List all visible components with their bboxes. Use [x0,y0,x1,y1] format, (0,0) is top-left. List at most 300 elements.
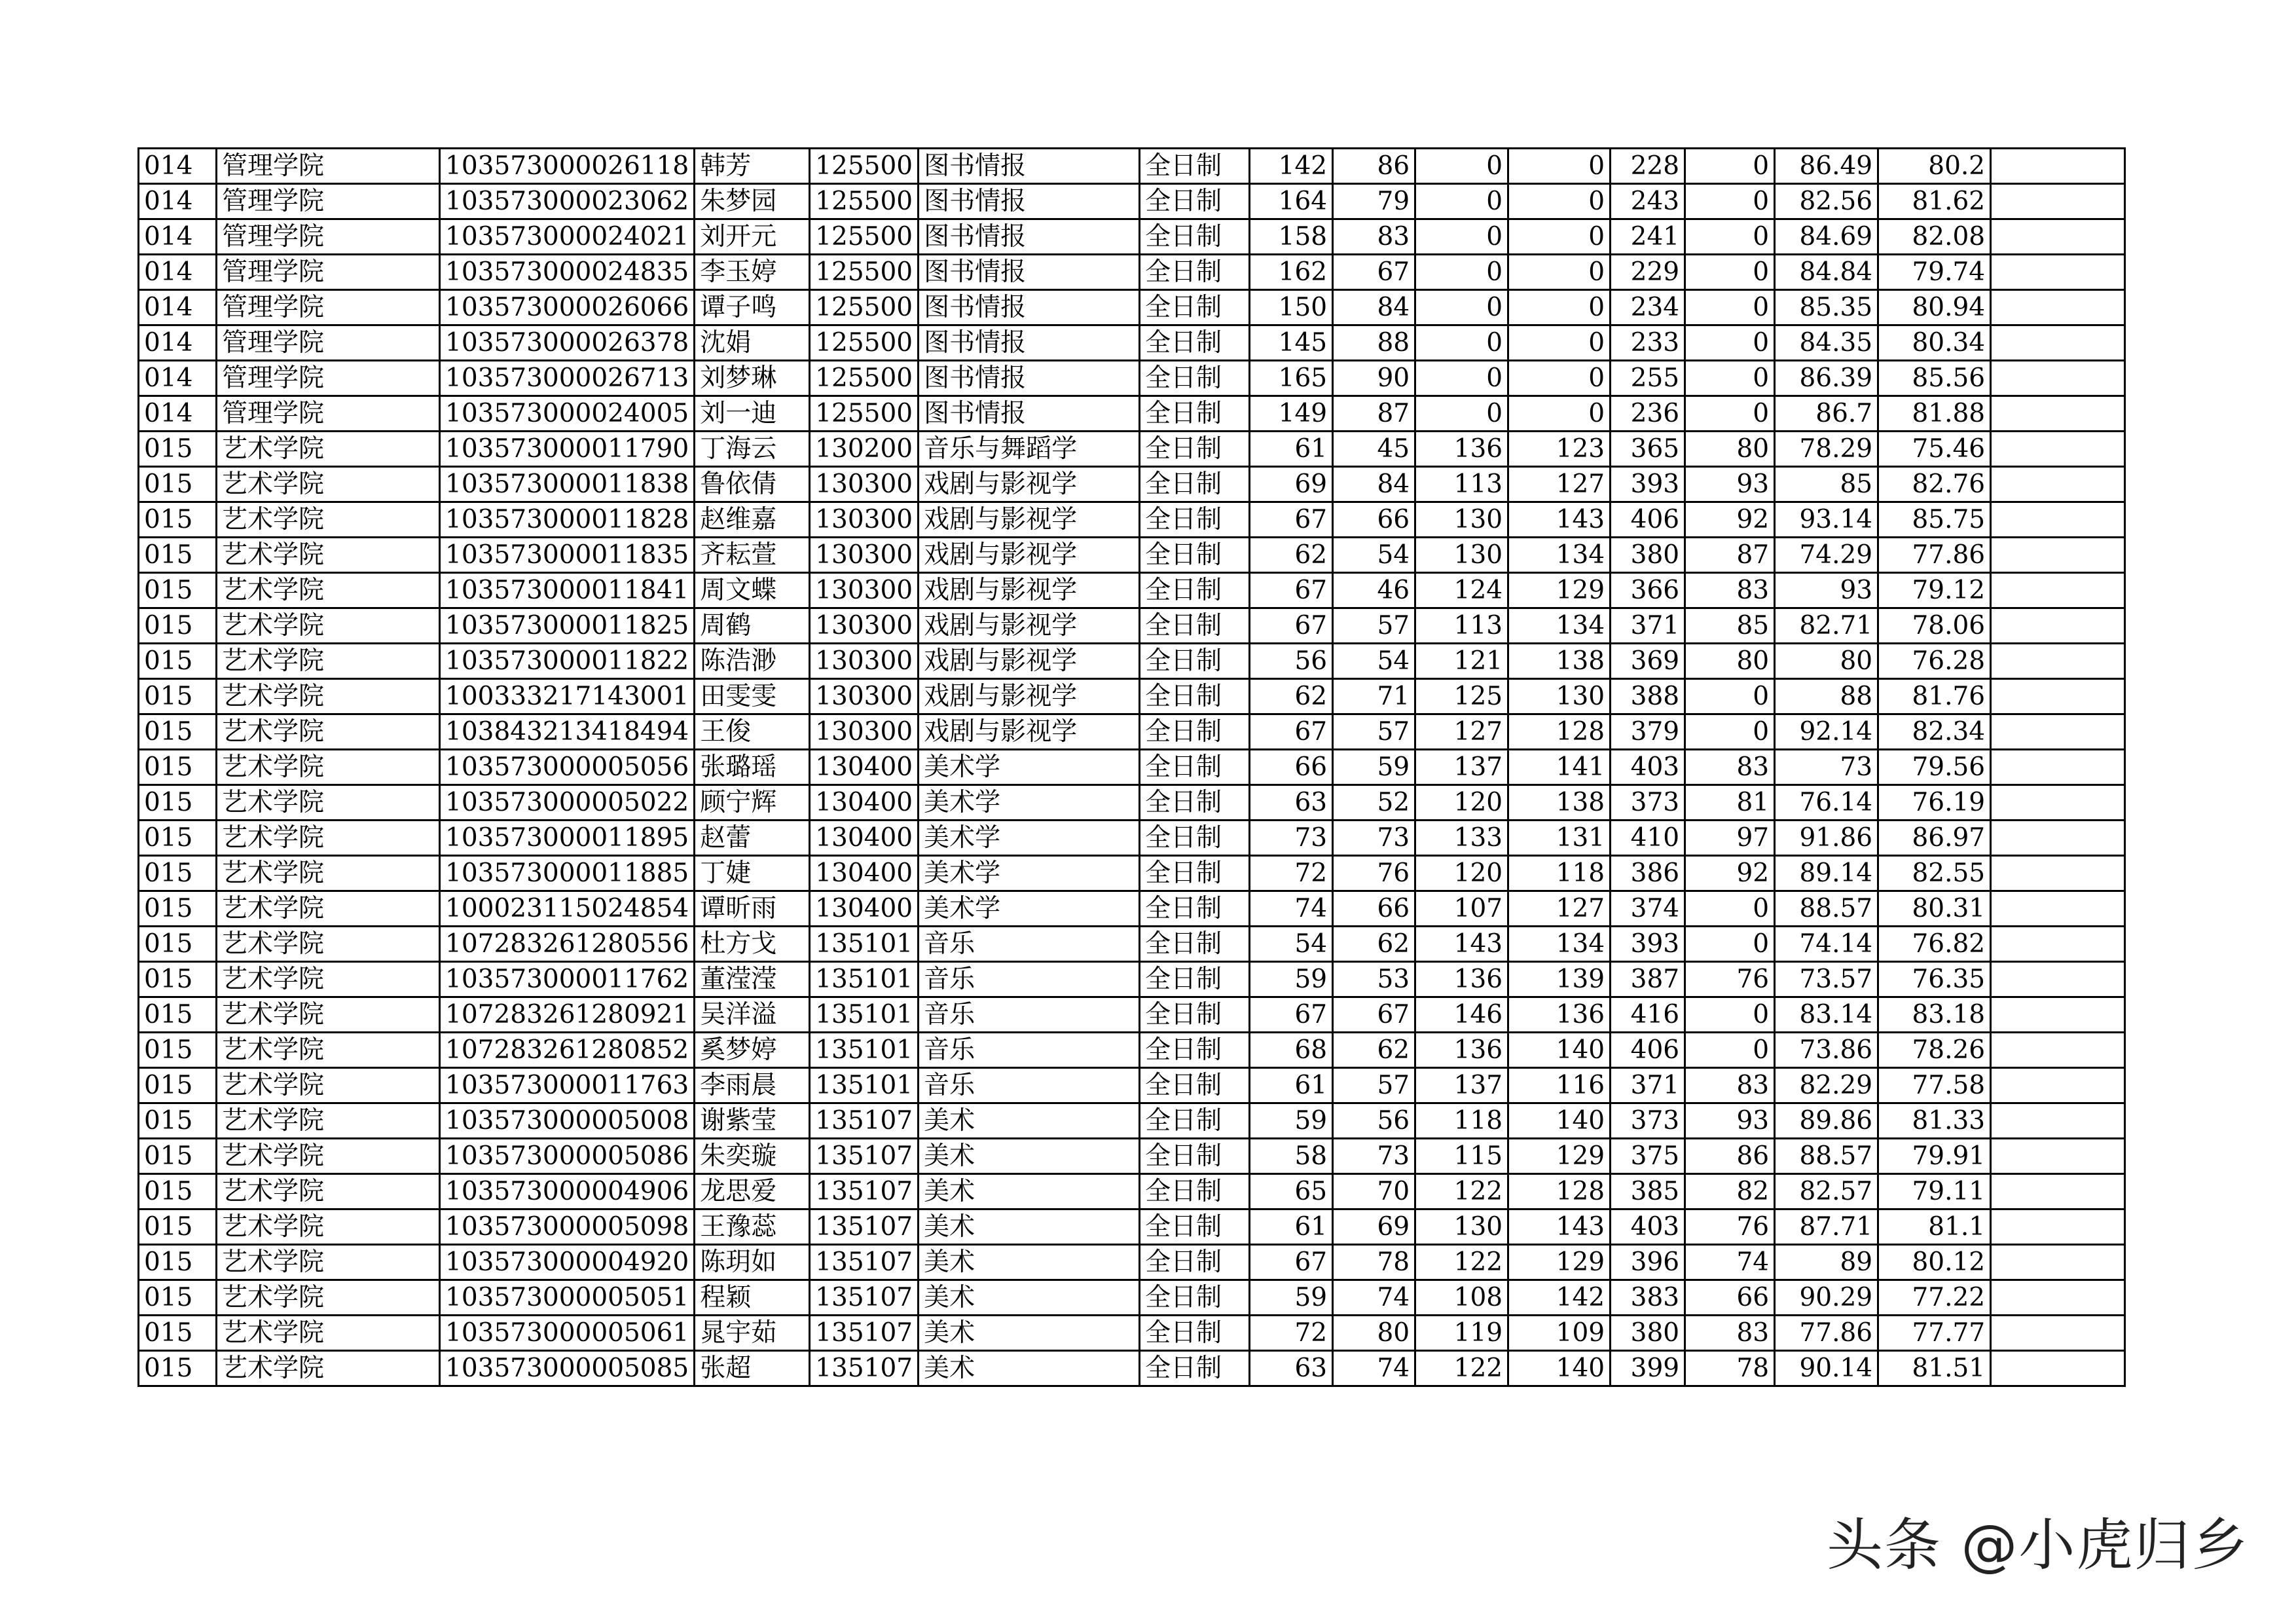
cell-score-8: 73.86 [1775,1033,1878,1068]
cell-college-code: 015 [139,1174,217,1209]
cell-score-1: 62 [1250,679,1333,714]
cell-blank [1991,502,2125,538]
cell-college-code: 015 [139,1245,217,1280]
table-row [139,608,2125,644]
cell-final-score: 77.22 [1878,1280,1991,1316]
cell-study-mode: 全日制 [1140,361,1250,396]
cell-college-name: 艺术学院 [217,644,440,679]
cell-college-name: 艺术学院 [217,1316,440,1351]
cell-major-name: 美术 [919,1103,1140,1139]
cell-college-code: 015 [139,608,217,644]
cell-study-mode: 全日制 [1140,1033,1250,1068]
cell-final-score: 75.46 [1878,432,1991,467]
cell-major-code: 135107 [810,1280,919,1316]
cell-college-name: 艺术学院 [217,714,440,750]
table-row [139,997,2125,1033]
cell-college-code: 015 [139,927,217,962]
cell-total-score: 403 [1611,750,1685,785]
cell-score-1: 158 [1250,219,1333,255]
cell-student-name: 刘开元 [695,219,810,255]
cell-candidate-id: 103573000026066 [440,290,695,325]
cell-score-7: 0 [1685,184,1775,219]
cell-college-code: 015 [139,821,217,856]
cell-candidate-id: 103573000011763 [440,1068,695,1103]
cell-study-mode: 全日制 [1140,219,1250,255]
cell-study-mode: 全日制 [1140,149,1250,184]
cell-total-score: 371 [1611,1068,1685,1103]
cell-blank [1991,1103,2125,1139]
cell-score-3: 125 [1415,679,1508,714]
cell-score-3: 118 [1415,1103,1508,1139]
cell-major-code: 135101 [810,1033,919,1068]
cell-college-code: 014 [139,290,217,325]
cell-major-name: 图书情报 [919,184,1140,219]
cell-study-mode: 全日制 [1140,1139,1250,1174]
cell-student-name: 董滢滢 [695,962,810,997]
cell-score-1: 68 [1250,1033,1333,1068]
cell-college-code: 015 [139,1033,217,1068]
cell-score-4: 134 [1508,608,1611,644]
cell-score-3: 122 [1415,1174,1508,1209]
cell-student-name: 田雯雯 [695,679,810,714]
cell-major-name: 戏剧与影视学 [919,608,1140,644]
cell-final-score: 76.35 [1878,962,1991,997]
cell-score-3: 113 [1415,467,1508,502]
cell-score-2: 57 [1333,1068,1415,1103]
cell-score-7: 86 [1685,1139,1775,1174]
table-row [139,467,2125,502]
cell-score-2: 87 [1333,396,1415,432]
cell-major-name: 音乐与舞蹈学 [919,432,1140,467]
cell-final-score: 85.56 [1878,361,1991,396]
cell-major-code: 130300 [810,608,919,644]
cell-student-name: 陈浩渺 [695,644,810,679]
cell-college-name: 艺术学院 [217,785,440,821]
cell-final-score: 82.76 [1878,467,1991,502]
cell-score-3: 0 [1415,219,1508,255]
cell-total-score: 373 [1611,1103,1685,1139]
cell-candidate-id: 100023115024854 [440,891,695,927]
cell-score-1: 67 [1250,1245,1333,1280]
cell-score-3: 127 [1415,714,1508,750]
cell-major-name: 音乐 [919,1033,1140,1068]
cell-candidate-id: 103573000005086 [440,1139,695,1174]
cell-score-1: 56 [1250,644,1333,679]
cell-final-score: 82.55 [1878,856,1991,891]
cell-total-score: 365 [1611,432,1685,467]
cell-score-8: 76.14 [1775,785,1878,821]
cell-score-8: 88 [1775,679,1878,714]
cell-major-name: 美术学 [919,856,1140,891]
cell-total-score: 403 [1611,1209,1685,1245]
cell-college-name: 艺术学院 [217,502,440,538]
table-row [139,502,2125,538]
cell-score-8: 82.57 [1775,1174,1878,1209]
cell-college-code: 015 [139,1068,217,1103]
cell-score-8: 84.84 [1775,255,1878,290]
table-row [139,644,2125,679]
cell-score-8: 83.14 [1775,997,1878,1033]
cell-score-2: 57 [1333,608,1415,644]
cell-blank [1991,184,2125,219]
cell-score-4: 130 [1508,679,1611,714]
cell-college-code: 015 [139,538,217,573]
cell-candidate-id: 103573000011825 [440,608,695,644]
cell-total-score: 243 [1611,184,1685,219]
cell-score-1: 150 [1250,290,1333,325]
cell-score-7: 0 [1685,679,1775,714]
cell-college-name: 艺术学院 [217,1033,440,1068]
cell-blank [1991,997,2125,1033]
table-row [139,1174,2125,1209]
cell-blank [1991,785,2125,821]
cell-score-2: 62 [1333,1033,1415,1068]
cell-study-mode: 全日制 [1140,821,1250,856]
cell-student-name: 赵维嘉 [695,502,810,538]
cell-final-score: 81.62 [1878,184,1991,219]
cell-study-mode: 全日制 [1140,856,1250,891]
cell-final-score: 80.12 [1878,1245,1991,1280]
cell-score-2: 78 [1333,1245,1415,1280]
cell-score-4: 129 [1508,573,1611,608]
table-row [139,184,2125,219]
cell-college-name: 艺术学院 [217,891,440,927]
cell-candidate-id: 103573000011762 [440,962,695,997]
cell-student-name: 韩芳 [695,149,810,184]
cell-score-3: 146 [1415,997,1508,1033]
cell-major-code: 130400 [810,856,919,891]
table-row [139,149,2125,184]
cell-blank [1991,1209,2125,1245]
cell-major-code: 125500 [810,149,919,184]
cell-score-4: 109 [1508,1316,1611,1351]
cell-score-8: 82.29 [1775,1068,1878,1103]
cell-college-name: 艺术学院 [217,1103,440,1139]
cell-student-name: 龙思爱 [695,1174,810,1209]
cell-score-7: 92 [1685,502,1775,538]
cell-student-name: 李雨晨 [695,1068,810,1103]
cell-study-mode: 全日制 [1140,927,1250,962]
cell-college-name: 管理学院 [217,396,440,432]
cell-score-3: 0 [1415,325,1508,361]
cell-score-7: 0 [1685,927,1775,962]
table-row [139,361,2125,396]
cell-study-mode: 全日制 [1140,1351,1250,1386]
cell-college-name: 艺术学院 [217,1351,440,1386]
cell-major-name: 美术 [919,1245,1140,1280]
cell-score-8: 88.57 [1775,1139,1878,1174]
cell-score-1: 59 [1250,962,1333,997]
cell-college-code: 015 [139,432,217,467]
cell-score-3: 119 [1415,1316,1508,1351]
cell-score-1: 67 [1250,502,1333,538]
cell-student-name: 周鹤 [695,608,810,644]
watermark-text: 头条 @小虎归乡 [1827,1513,2250,1578]
cell-score-1: 61 [1250,432,1333,467]
cell-score-4: 136 [1508,997,1611,1033]
table-row [139,927,2125,962]
cell-college-name: 艺术学院 [217,608,440,644]
cell-college-code: 015 [139,573,217,608]
cell-total-score: 388 [1611,679,1685,714]
cell-score-4: 0 [1508,396,1611,432]
cell-study-mode: 全日制 [1140,1209,1250,1245]
cell-student-name: 朱梦园 [695,184,810,219]
cell-blank [1991,467,2125,502]
cell-total-score: 373 [1611,785,1685,821]
cell-blank [1991,962,2125,997]
cell-student-name: 谭昕雨 [695,891,810,927]
cell-major-code: 135101 [810,997,919,1033]
cell-score-4: 0 [1508,184,1611,219]
cell-college-code: 014 [139,219,217,255]
cell-final-score: 77.86 [1878,538,1991,573]
cell-college-name: 艺术学院 [217,538,440,573]
table-row [139,679,2125,714]
cell-score-1: 62 [1250,538,1333,573]
cell-student-name: 鲁依倩 [695,467,810,502]
cell-final-score: 80.34 [1878,325,1991,361]
cell-score-8: 87.71 [1775,1209,1878,1245]
cell-final-score: 81.51 [1878,1351,1991,1386]
table-row [139,255,2125,290]
cell-score-8: 86.49 [1775,149,1878,184]
cell-score-8: 89.86 [1775,1103,1878,1139]
cell-major-name: 图书情报 [919,325,1140,361]
cell-college-code: 015 [139,1280,217,1316]
cell-score-3: 115 [1415,1139,1508,1174]
cell-college-name: 艺术学院 [217,1139,440,1174]
cell-score-1: 67 [1250,608,1333,644]
cell-score-1: 142 [1250,149,1333,184]
cell-score-3: 122 [1415,1351,1508,1386]
cell-study-mode: 全日制 [1140,1103,1250,1139]
cell-score-8: 84.35 [1775,325,1878,361]
cell-study-mode: 全日制 [1140,714,1250,750]
cell-score-2: 54 [1333,538,1415,573]
cell-major-code: 125500 [810,255,919,290]
cell-major-code: 135107 [810,1103,919,1139]
cell-score-7: 85 [1685,608,1775,644]
cell-blank [1991,891,2125,927]
cell-college-code: 015 [139,1139,217,1174]
cell-study-mode: 全日制 [1140,432,1250,467]
cell-score-4: 0 [1508,219,1611,255]
cell-score-1: 61 [1250,1209,1333,1245]
cell-student-name: 晁宇茹 [695,1316,810,1351]
cell-college-name: 艺术学院 [217,1068,440,1103]
cell-blank [1991,1245,2125,1280]
cell-study-mode: 全日制 [1140,290,1250,325]
cell-college-name: 艺术学院 [217,1245,440,1280]
cell-student-name: 顾宁辉 [695,785,810,821]
cell-score-2: 52 [1333,785,1415,821]
cell-score-3: 108 [1415,1280,1508,1316]
cell-final-score: 80.2 [1878,149,1991,184]
cell-score-3: 0 [1415,184,1508,219]
cell-candidate-id: 103573000023062 [440,184,695,219]
cell-blank [1991,290,2125,325]
cell-score-7: 76 [1685,962,1775,997]
cell-candidate-id: 103573000011828 [440,502,695,538]
cell-score-7: 92 [1685,856,1775,891]
cell-score-7: 87 [1685,538,1775,573]
cell-major-code: 125500 [810,219,919,255]
cell-score-4: 0 [1508,361,1611,396]
cell-student-name: 齐耘萱 [695,538,810,573]
cell-blank [1991,644,2125,679]
cell-score-3: 130 [1415,1209,1508,1245]
cell-student-name: 沈娟 [695,325,810,361]
cell-score-2: 71 [1333,679,1415,714]
cell-blank [1991,325,2125,361]
cell-final-score: 81.76 [1878,679,1991,714]
cell-college-code: 015 [139,1316,217,1351]
cell-candidate-id: 103573000011841 [440,573,695,608]
cell-total-score: 416 [1611,997,1685,1033]
table-row [139,714,2125,750]
cell-study-mode: 全日制 [1140,1280,1250,1316]
cell-candidate-id: 103573000011838 [440,467,695,502]
cell-score-2: 79 [1333,184,1415,219]
cell-score-8: 86.39 [1775,361,1878,396]
cell-score-3: 130 [1415,538,1508,573]
cell-candidate-id: 103573000011790 [440,432,695,467]
cell-college-code: 015 [139,714,217,750]
cell-college-name: 管理学院 [217,325,440,361]
cell-major-name: 戏剧与影视学 [919,714,1140,750]
cell-total-score: 380 [1611,1316,1685,1351]
cell-total-score: 241 [1611,219,1685,255]
cell-score-2: 83 [1333,219,1415,255]
cell-score-8: 86.7 [1775,396,1878,432]
cell-final-score: 82.34 [1878,714,1991,750]
cell-college-code: 014 [139,361,217,396]
cell-score-4: 139 [1508,962,1611,997]
cell-candidate-id: 103573000026118 [440,149,695,184]
cell-score-8: 82.71 [1775,608,1878,644]
cell-score-1: 72 [1250,1316,1333,1351]
cell-college-code: 015 [139,997,217,1033]
cell-blank [1991,1174,2125,1209]
cell-candidate-id: 103573000026378 [440,325,695,361]
cell-score-2: 53 [1333,962,1415,997]
cell-score-4: 123 [1508,432,1611,467]
cell-major-name: 美术 [919,1139,1140,1174]
cell-score-7: 0 [1685,396,1775,432]
cell-major-name: 戏剧与影视学 [919,644,1140,679]
cell-college-code: 015 [139,750,217,785]
cell-blank [1991,1139,2125,1174]
cell-score-7: 0 [1685,714,1775,750]
cell-score-8: 93.14 [1775,502,1878,538]
cell-score-1: 165 [1250,361,1333,396]
cell-major-name: 图书情报 [919,396,1140,432]
cell-college-code: 014 [139,325,217,361]
cell-score-7: 0 [1685,361,1775,396]
cell-score-1: 63 [1250,1351,1333,1386]
cell-score-7: 66 [1685,1280,1775,1316]
cell-score-1: 74 [1250,891,1333,927]
cell-score-3: 120 [1415,856,1508,891]
cell-study-mode: 全日制 [1140,255,1250,290]
cell-student-name: 谢紫莹 [695,1103,810,1139]
cell-student-name: 杜方戈 [695,927,810,962]
cell-total-score: 236 [1611,396,1685,432]
table-row [139,1280,2125,1316]
cell-candidate-id: 103843213418494 [440,714,695,750]
cell-study-mode: 全日制 [1140,997,1250,1033]
table-row [139,1068,2125,1103]
cell-score-2: 57 [1333,714,1415,750]
cell-candidate-id: 103573000005085 [440,1351,695,1386]
cell-college-code: 015 [139,856,217,891]
cell-major-name: 美术 [919,1351,1140,1386]
table-row [139,290,2125,325]
cell-score-2: 69 [1333,1209,1415,1245]
cell-score-3: 113 [1415,608,1508,644]
cell-student-name: 张超 [695,1351,810,1386]
cell-score-8: 73 [1775,750,1878,785]
cell-score-3: 0 [1415,149,1508,184]
cell-major-code: 130400 [810,785,919,821]
cell-college-code: 014 [139,149,217,184]
cell-score-2: 88 [1333,325,1415,361]
cell-score-2: 46 [1333,573,1415,608]
cell-score-7: 93 [1685,1103,1775,1139]
cell-blank [1991,538,2125,573]
cell-blank [1991,219,2125,255]
cell-final-score: 85.75 [1878,502,1991,538]
cell-score-7: 0 [1685,149,1775,184]
cell-score-3: 137 [1415,1068,1508,1103]
cell-score-2: 74 [1333,1280,1415,1316]
cell-major-name: 美术学 [919,821,1140,856]
cell-major-code: 135107 [810,1316,919,1351]
cell-study-mode: 全日制 [1140,502,1250,538]
cell-study-mode: 全日制 [1140,1316,1250,1351]
table-row [139,1316,2125,1351]
cell-score-7: 80 [1685,432,1775,467]
cell-major-code: 135101 [810,927,919,962]
cell-major-code: 125500 [810,361,919,396]
cell-candidate-id: 103573000005022 [440,785,695,821]
cell-score-3: 120 [1415,785,1508,821]
cell-score-1: 65 [1250,1174,1333,1209]
cell-major-code: 135101 [810,1068,919,1103]
cell-college-code: 015 [139,1103,217,1139]
cell-major-code: 130200 [810,432,919,467]
cell-college-code: 015 [139,644,217,679]
cell-blank [1991,821,2125,856]
cell-blank [1991,608,2125,644]
cell-major-name: 戏剧与影视学 [919,679,1140,714]
cell-blank [1991,856,2125,891]
cell-major-code: 130300 [810,467,919,502]
cell-score-4: 143 [1508,1209,1611,1245]
cell-score-2: 80 [1333,1316,1415,1351]
cell-score-2: 54 [1333,644,1415,679]
table-body [139,149,2125,1386]
table-row [139,432,2125,467]
cell-blank [1991,714,2125,750]
cell-student-name: 程颖 [695,1280,810,1316]
cell-study-mode: 全日制 [1140,750,1250,785]
cell-score-1: 164 [1250,184,1333,219]
cell-score-1: 67 [1250,573,1333,608]
table-row [139,1033,2125,1068]
cell-score-8: 90.29 [1775,1280,1878,1316]
